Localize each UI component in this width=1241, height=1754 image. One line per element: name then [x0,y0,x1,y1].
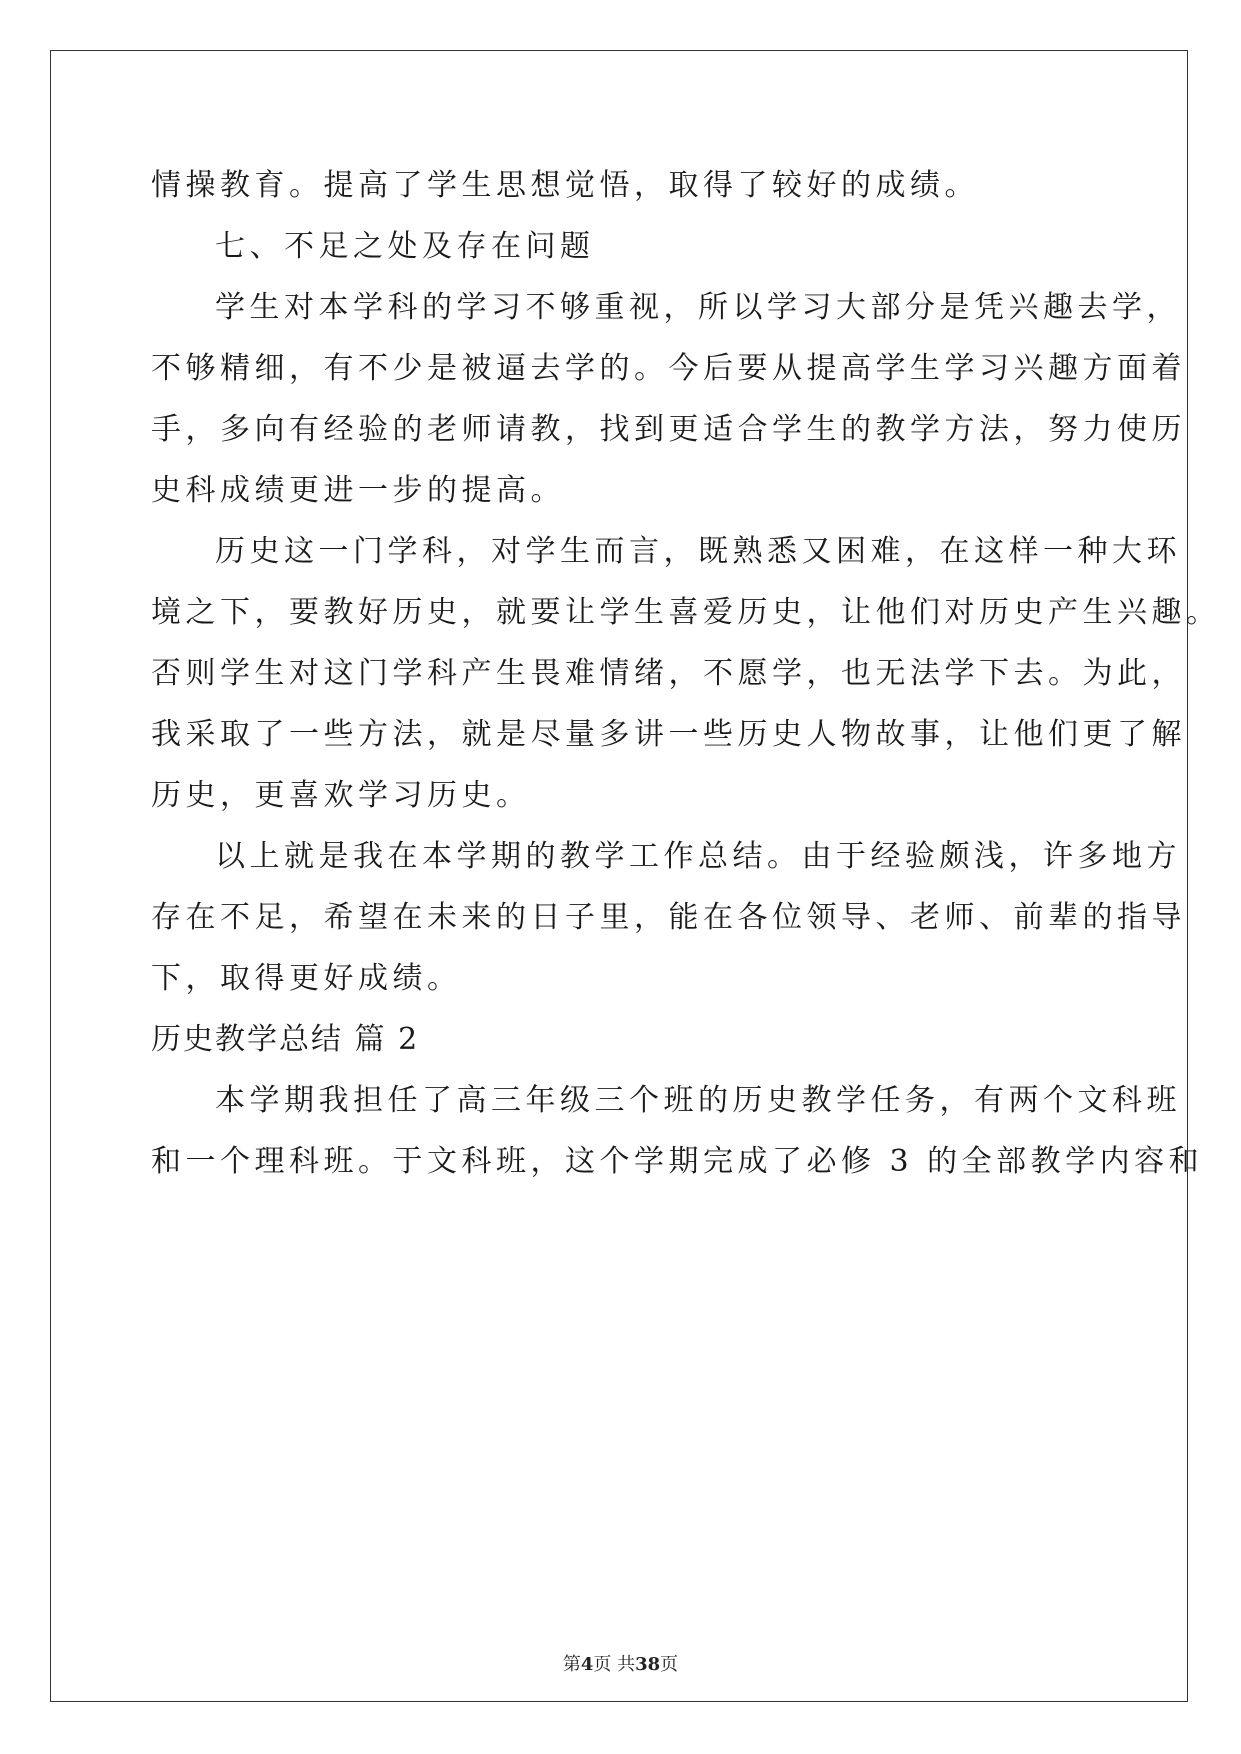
paragraph-line: 本学期我担任了高三年级三个班的历史教学任务，有两个文科班 [215,1083,1181,1118]
total-pages: 38 [635,1654,661,1675]
paragraph-line: 不够精细，有不少是被逼去学的。今后要从提高学生学习兴趣方面着 [151,351,1186,386]
paragraph-line: 下，取得更好成绩。 [151,961,462,996]
paragraph-line: 存在不足，希望在未来的日子里，能在各位领导、老师、前辈的指导 [151,900,1186,935]
footer-suffix: 页 [660,1654,679,1675]
paragraph-line: 以上就是我在本学期的教学工作总结。由于经验颇浅，许多地方 [215,839,1181,874]
paragraph-line: 史科成绩更进一步的提高。 [151,473,565,508]
paragraph-line: 历史这一门学科，对学生而言，既熟悉又困难，在这样一种大环 [215,534,1181,569]
paragraph-line: 否则学生对这门学科产生畏难情绪，不愿学，也无法学下去。为此， [151,656,1186,691]
paragraph-line: 学生对本学科的学习不够重视，所以学习大部分是凭兴趣去学， [215,290,1181,325]
paragraph-line: 手，多向有经验的老师请教，找到更适合学生的教学方法，努力使历 [151,412,1186,447]
paragraph-line: 情操教育。提高了学生思想觉悟，取得了较好的成绩。 [151,168,979,203]
document-body [151,155,1221,1192]
article-heading: 历史教学总结 篇 2 [151,1022,420,1057]
paragraph-line: 历史，更喜欢学习历史。 [151,778,531,813]
paragraph-line: 境之下，要教好历史，就要让学生喜爱历史，让他们对历史产生兴趣。 [151,595,1221,630]
current-page-number: 4 [580,1654,594,1675]
page-footer [0,1650,1241,1676]
footer-middle: 页 共 [593,1654,636,1675]
paragraph-line: 和一个理科班。于文科班，这个学期完成了必修 3 的全部教学内容和 [151,1144,1204,1179]
footer-prefix: 第 [562,1654,581,1675]
section-heading: 七、不足之处及存在问题 [215,229,595,264]
paragraph-line: 我采取了一些方法，就是尽量多讲一些历史人物故事，让他们更了解 [151,717,1186,752]
